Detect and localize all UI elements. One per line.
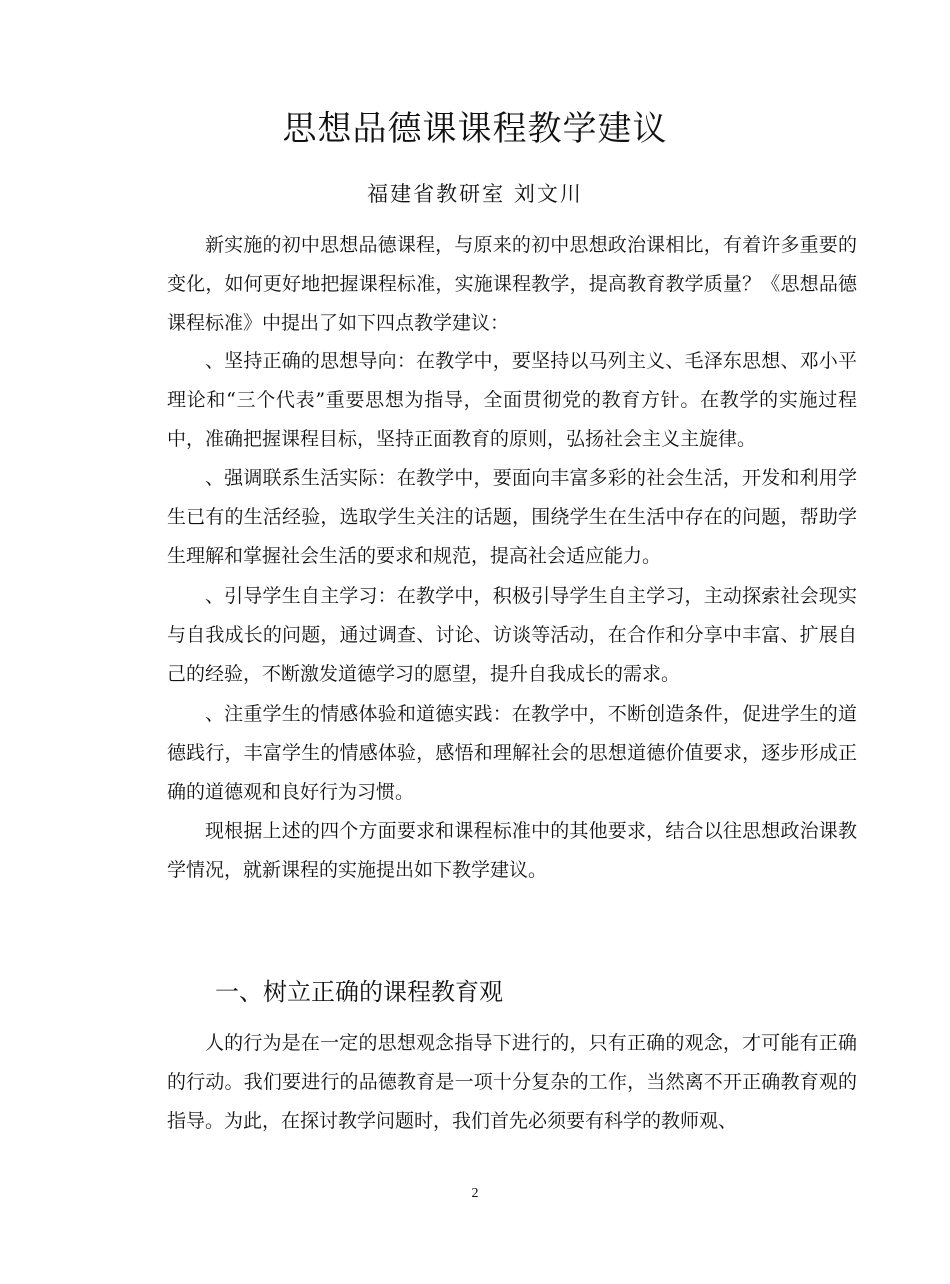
suggestion-item-4 <box>167 695 857 812</box>
suggestion-item-text: 、坚持正确的思想导向：在教学中，要坚持以马列主义、毛泽东思想、邓小平理论和“三个代表”重要思想为指导，全面贯彻党的教育方针。在教学的实施过程中，准确把握课程目标，坚持正面教育的原则，弘扬社会主义主旋律。 <box>167 350 857 450</box>
intro-paragraph-block <box>167 226 857 343</box>
summary-paragraph-block <box>167 812 857 890</box>
section-heading: 一、树立正确的课程教育观 <box>215 978 503 1006</box>
section-paragraph: 人的行为是在一定的思想观念指导下进行的，只有正确的观念，才可能有正确的行动。我们要进行的品德教育是一项十分复杂的工作，当然离不开正确教育观的指导。为此，在探讨教学问题时，我们首先必须要有科学的教师观、 <box>167 1032 857 1132</box>
page-number: 2 <box>471 1186 479 1201</box>
section-paragraph-block <box>167 1024 857 1141</box>
suggestion-item-text: 、强调联系生活实际：在教学中，要面向丰富多彩的社会生活，开发和利用学生已有的生活经验，选取学生关注的话题，围绕学生在生活中存在的问题，帮助学生理解和掌握社会生活的要求和规范，提高社会适应能力。 <box>167 467 857 567</box>
document-title: 思想品德课课程教学建议 <box>282 109 668 149</box>
intro-paragraph: 新实施的初中思想品德课程，与原来的初中思想政治课相比，有着许多重要的变化，如何更好地把握课程标准，实施课程教学，提高教育教学质量？《思想品德课程标准》中提出了如下四点教学建议： <box>167 234 857 334</box>
summary-paragraph: 现根据上述的四个方面要求和课程标准中的其他要求，结合以往思想政治课教学情况，就新课程的实施提出如下教学建议。 <box>167 820 857 881</box>
suggestion-item-3 <box>167 577 857 694</box>
suggestion-item-2 <box>167 459 857 576</box>
suggestion-item-text: 、注重学生的情感体验和道德实践：在教学中，不断创造条件，促进学生的道德践行，丰富学生的情感体验，感悟和理解社会的思想道德价值要求，逐步形成正确的道德观和良好行为习惯。 <box>167 703 857 803</box>
suggestion-item-1 <box>167 342 857 459</box>
document-author: 福建省教研室 刘文川 <box>367 182 583 206</box>
suggestion-item-text: 、引导学生自主学习：在教学中，积极引导学生自主学习，主动探索社会现实与自我成长的问题，通过调查、讨论、访谈等活动，在合作和分享中丰富、扩展自己的经验，不断激发道德学习的愿望，提升自我成长的需求。 <box>167 585 857 685</box>
